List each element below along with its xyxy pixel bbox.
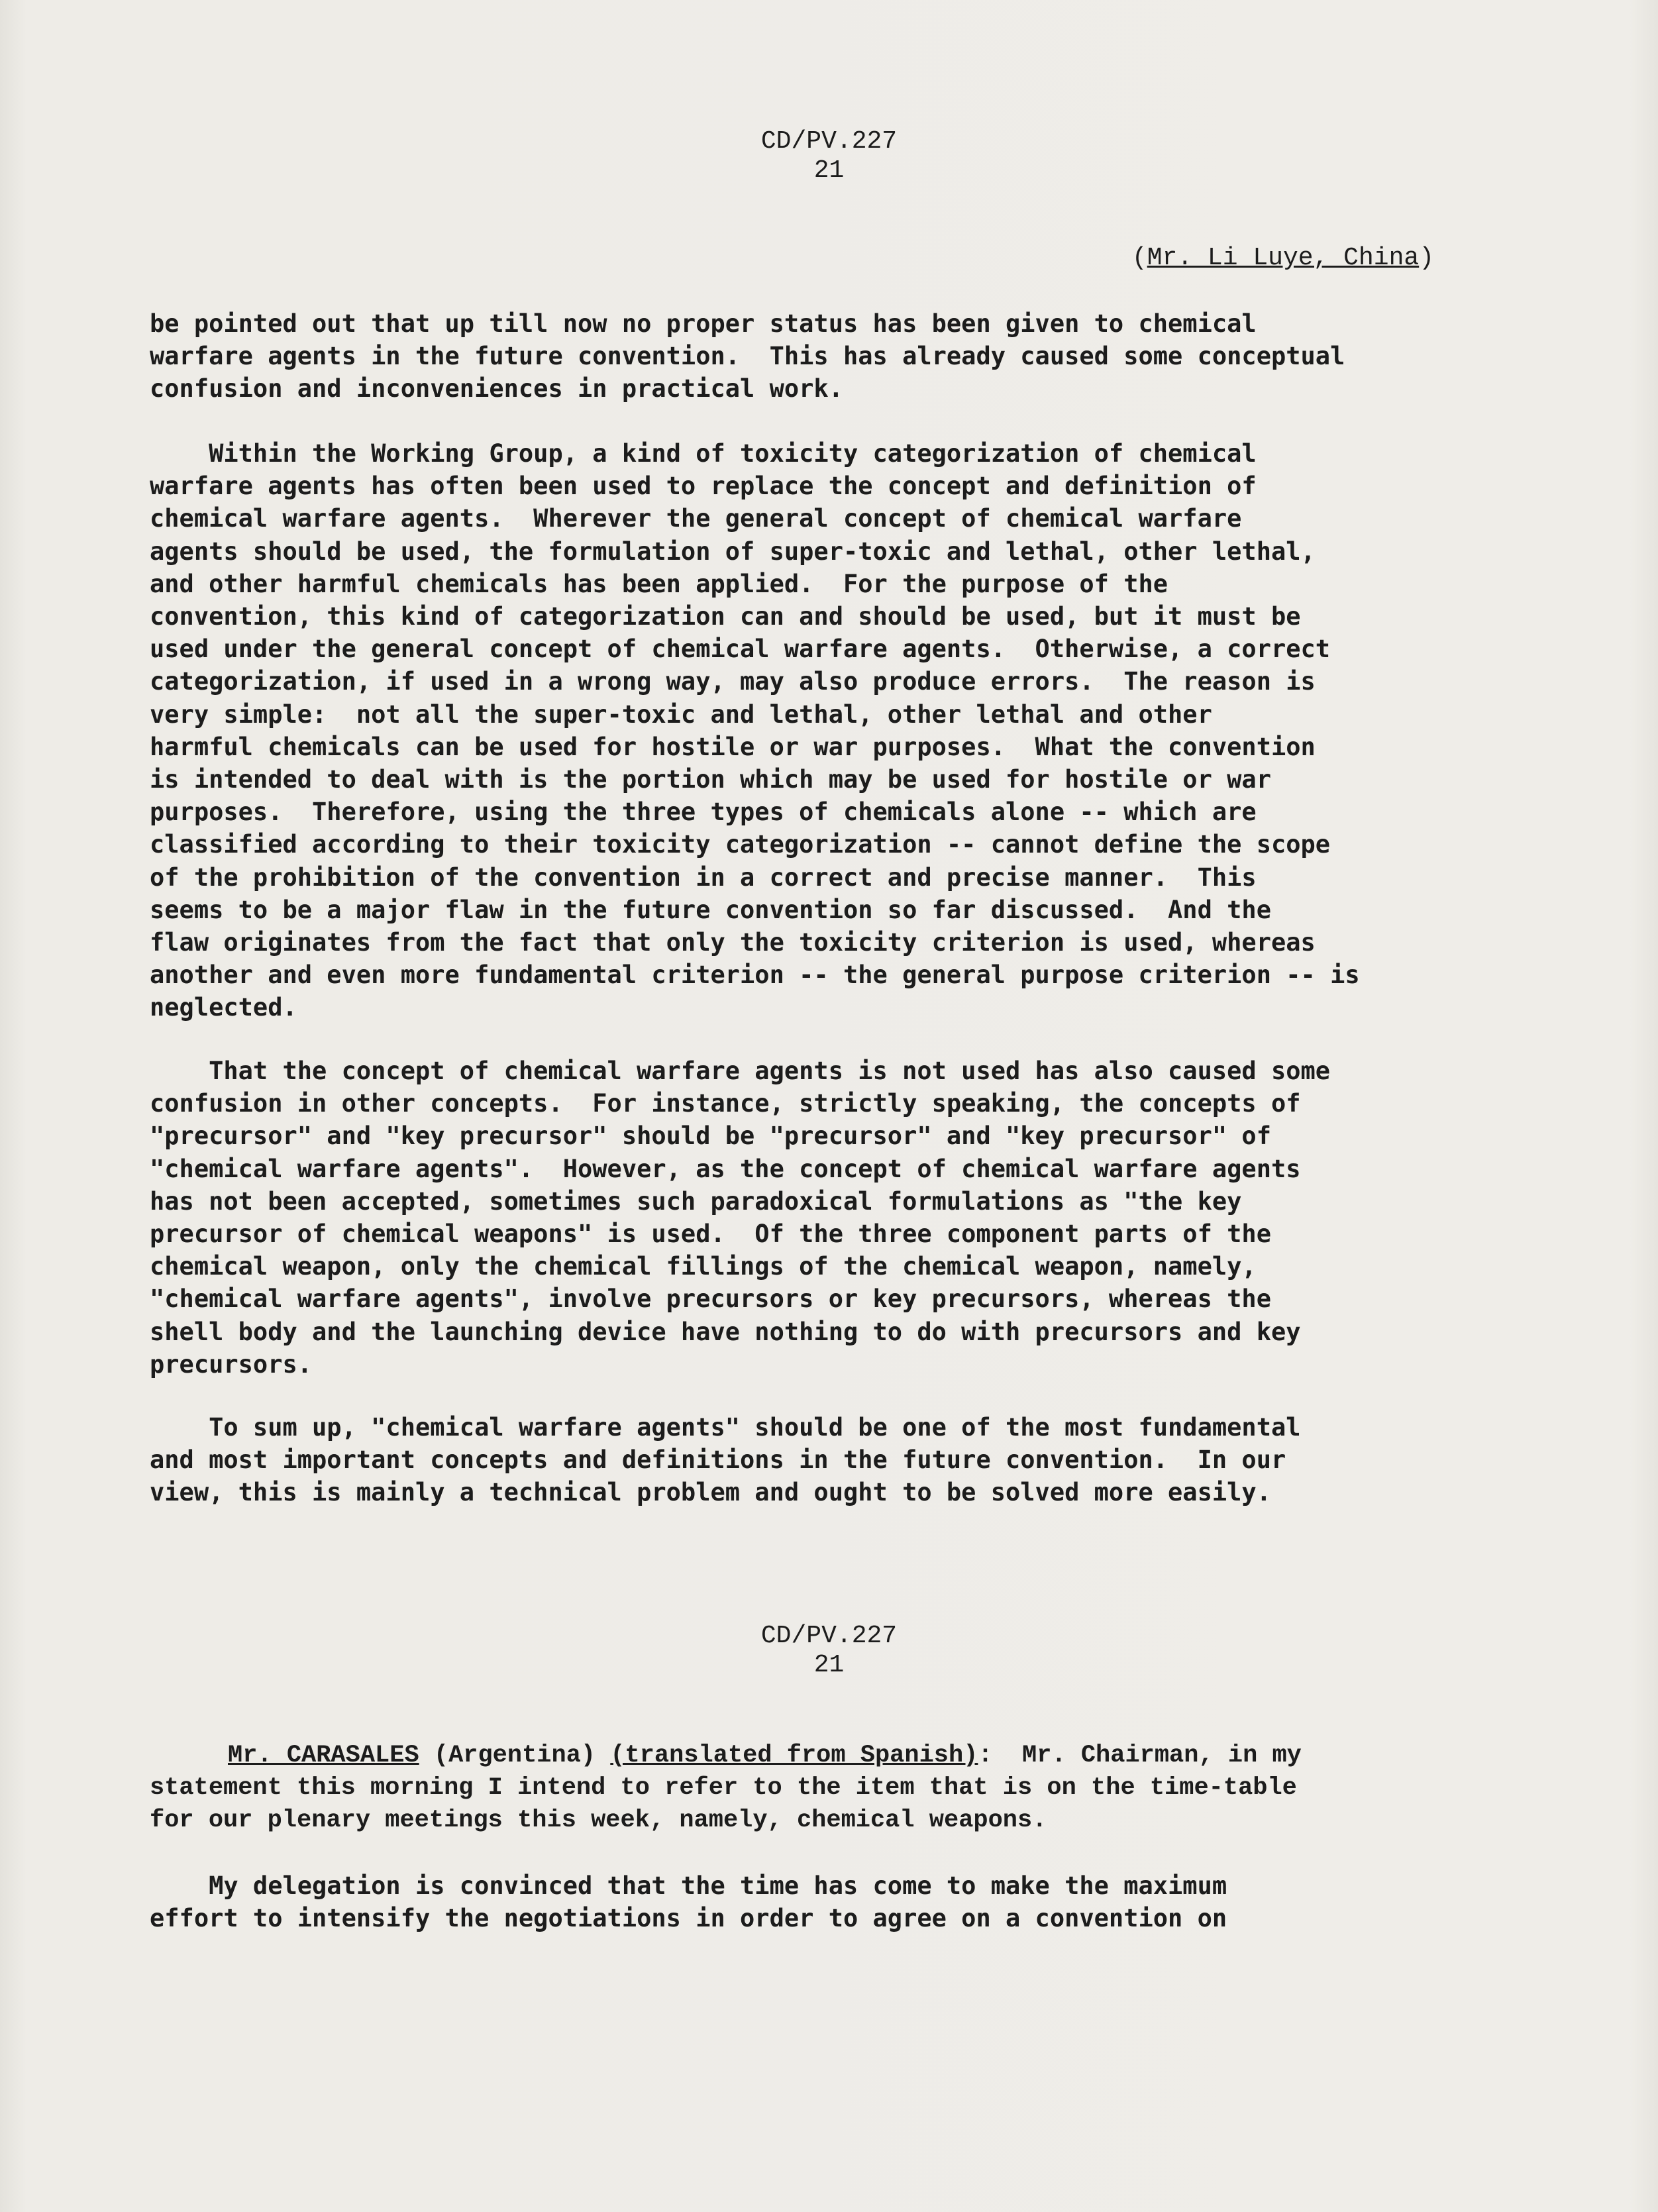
paragraph-1: be pointed out that up till now no proper status has been given to chemical warfare agents in the future convention. This has already caused some conceptual confusion and inconveniences in practical work. [150, 309, 1345, 403]
speaker-intro-rest: statement this morning I intend to refer to the item that is on the time-table for our plenary meetings this week, namely, chemical weapons. [150, 1774, 1297, 1835]
speaker-intro-paragraph [150, 1740, 1488, 1838]
paragraph-2: Within the Working Group, a kind of toxicity categorization of chemical warfare agents has often been used to replace the concept and definition of chemical warfare agents. Wherever the general concept of chemical warfare agents should be used, the formulation of super-toxic and lethal, other lethal, and other harmful chemicals has been applied. For the purpose of the convention, this kind of categorization can and should be used, but it must be used under the general concept of chemical warfare agents. Otherwise, a correct categorization, if used in a wrong way, may also produce errors. The reason is very simple: not all the super-toxic and lethal, other lethal and other harmful chemicals can be used for hostile or war purposes. What the convention is intended to deal with is the portion which may be used for hostile or war purposes. Therefore, using the three types of chemicals alone -- which are classified according to their toxicity categorization -- cannot define the scope of the prohibition of the convention in a correct and precise manner. This seems to be a major flaw in the future convention so far discussed. And the flaw originates from the fact that only the toxicity criterion is used, whereas another and even more fundamental criterion -- the general purpose criterion -- is neglected. [150, 439, 1360, 1022]
document-code: CD/PV.227 [760, 1622, 898, 1650]
speaker-name: Mr. Li Luye, China [1147, 244, 1420, 272]
speaker-country: (Argentina) [419, 1742, 611, 1769]
paragraph-5: My delegation is convinced that the time has come to make the maximum effort to intensify the negotiations in order to agree on a convention on [150, 1871, 1227, 1933]
translation-note: (translated from Spanish) [610, 1742, 978, 1769]
speaker-intro-line: : Mr. Chairman, in my [978, 1742, 1302, 1769]
document-code: CD/PV.227 [760, 127, 898, 156]
speaker-attribution: (Mr. Li Luye, China) [1131, 244, 1434, 272]
page-header-top [0, 127, 1658, 185]
paragraph-3: That the concept of chemical warfare agents is not used has also caused some confusion in other concepts. For instance, strictly speaking, the concepts of "precursor" and "key precursor" should be "precursor" and "key precursor" of "chemical warfare agents". However, as the concept of chemical warfare agents has not been accepted, sometimes such paradoxical formulations as "the key precursor of chemical weapons" is used. Of the three component parts of the chemical weapon, only the chemical fillings of the chemical weapon, namely, "chemical warfare agents", involve precursors or key precursors, whereas the shell body and the launching device have nothing to do with precursors and key precursors. [150, 1057, 1331, 1379]
page-number: 21 [813, 156, 845, 185]
page-number: 21 [813, 1651, 845, 1679]
speaker-name: Mr. CARASALES [228, 1742, 419, 1769]
page-header-bottom [0, 1622, 1658, 1680]
paragraph-4: To sum up, "chemical warfare agents" should be one of the most fundamental and most important concepts and definitions in the future convention. In our view, this is mainly a technical problem and ought to be solved more easily. [150, 1413, 1301, 1507]
